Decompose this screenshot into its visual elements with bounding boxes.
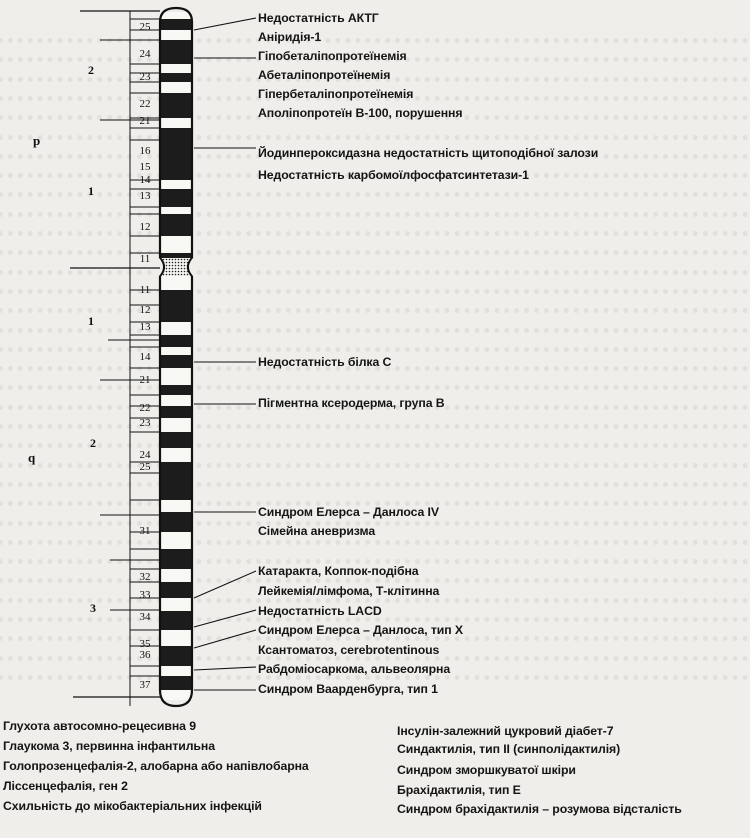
chromosome-band <box>160 512 192 532</box>
chromosome-band <box>160 355 192 368</box>
bottom-right-item: Брахiдактилiя, тип Е <box>397 783 521 797</box>
disease-label: Недостатнiсть LACD <box>258 604 382 618</box>
band-label: 24 <box>139 449 151 461</box>
chromosome-band <box>160 335 192 347</box>
band-label: 24 <box>139 48 151 60</box>
disease-label: Недостатнiсть карбомоїлфосфатсинтетази-1 <box>258 168 529 182</box>
region-label-q2: 2 <box>90 436 96 450</box>
chromosome-band <box>160 611 192 630</box>
chromosome-band <box>160 12 192 19</box>
chromosome-band <box>160 180 192 189</box>
band-label: 25 <box>139 461 151 473</box>
disease-label: Катаракта, Коппок-подiбна <box>258 564 419 578</box>
chromosome-band <box>160 418 192 432</box>
disease-label: Рабдомiосаркома, альвеолярна <box>258 662 451 676</box>
connector-line <box>194 610 256 627</box>
disease-label: Лейкемiя/лiмфома, Т-клiтинна <box>258 584 440 598</box>
band-label: 15 <box>139 161 151 173</box>
region-label-p2: 2 <box>88 63 94 77</box>
band-label: 31 <box>139 525 151 537</box>
chromosome-band <box>160 276 192 290</box>
arm-label-p: p <box>33 133 41 148</box>
disease-label: Недостатнiсть бiлка С <box>258 355 392 369</box>
chromosome-band <box>160 532 192 549</box>
band-label: 25 <box>139 21 151 33</box>
band-label: 12 <box>139 221 151 233</box>
band-label: 11 <box>139 253 151 265</box>
band-label: 23 <box>139 71 151 83</box>
chromosome-band <box>160 128 192 140</box>
band-label: 22 <box>139 98 151 110</box>
band-label: 21 <box>139 115 151 127</box>
band-label: 13 <box>139 321 151 333</box>
chromosome-band <box>160 118 192 128</box>
disease-label: Синдром Ваарденбурга, тип 1 <box>258 682 438 696</box>
chromosome-band <box>160 305 192 322</box>
disease-label: Гiпербеталiпопротеїнемiя <box>258 87 414 101</box>
band-label: 21 <box>139 374 151 386</box>
chromosome-band <box>160 598 192 611</box>
chromosome-band <box>160 347 192 355</box>
chromosome-band <box>160 73 192 82</box>
band-label: 37 <box>139 679 151 691</box>
band-label: 35 <box>139 638 151 650</box>
chromosome-band <box>160 646 192 666</box>
region-label-q1: 1 <box>88 314 94 328</box>
band-label: 11 <box>139 284 151 296</box>
chromosome-band <box>160 368 192 385</box>
band-label: 16 <box>139 145 151 157</box>
chromosome-band <box>160 207 192 214</box>
chromosome-band <box>160 82 192 93</box>
chromosome-band <box>160 582 192 598</box>
connector-line <box>194 667 256 670</box>
chromosome-band <box>160 569 192 582</box>
disease-label: Недостатність АКТГ <box>258 11 379 25</box>
chromosome-band <box>160 448 192 462</box>
bottom-left-item: Глухота автосомно-рецесивна 9 <box>3 719 196 733</box>
band-label: 36 <box>139 649 151 661</box>
band-label: 34 <box>139 611 151 623</box>
chromosome-band <box>160 30 192 40</box>
chromosome-band <box>160 236 192 253</box>
chromosome-band <box>160 19 192 30</box>
chromosome-band <box>160 64 192 73</box>
disease-label: Гiпобеталiпопротеїнемiя <box>258 49 407 63</box>
disease-label: Ксантоматоз, cerebrotentinous <box>258 643 440 657</box>
chromosome-band <box>160 473 192 500</box>
chromosome-band <box>160 290 192 305</box>
bottom-left-item: Схильнiсть до мiкобактерiальних iнфекцiй <box>3 799 262 813</box>
band-label: 14 <box>139 351 151 363</box>
bottom-right-item: Синдром зморшкуватої шкiри <box>397 763 576 777</box>
bottom-left-item: Лiссенцефалiя, ген 2 <box>3 779 128 793</box>
chromosome-band <box>160 322 192 335</box>
connector-line <box>194 18 256 30</box>
disease-label: Абеталiпопротеїнемiя <box>258 68 391 82</box>
disease-label: Пiгментна ксеродерма, група В <box>258 396 445 410</box>
chromosome-band <box>160 462 192 473</box>
arm-label-q: q <box>28 450 36 465</box>
chromosome-band <box>160 406 192 418</box>
band-label: 14 <box>139 174 151 186</box>
connector-line <box>194 571 256 598</box>
disease-label: Йодинпероксидазна недостатнiсть щитоподiбної залози <box>258 146 599 160</box>
band-label: 13 <box>139 190 151 202</box>
chromosome-band <box>160 140 192 180</box>
chromosome-band <box>160 214 192 236</box>
bottom-right-item: Синдактилiя, тип II (синполiдактилiя) <box>397 742 621 756</box>
chromosome-band <box>160 395 192 406</box>
band-label: 12 <box>139 304 151 316</box>
disease-label: Синдром Елерса – Данлоса, тип Х <box>258 623 463 637</box>
chromosome-band <box>160 690 192 700</box>
chromosome-band <box>160 189 192 207</box>
disease-label: Сiмейна аневризма <box>258 524 376 538</box>
band-label: 33 <box>139 589 151 601</box>
disease-label: Анiридiя-1 <box>258 30 322 44</box>
chromosome-band <box>160 630 192 646</box>
disease-label: Синдром Елерса – Данлоса IV <box>258 505 439 519</box>
disease-label: Аполiпопротеїн В-100, порушення <box>258 106 463 120</box>
chromosome-band <box>160 93 192 118</box>
band-label: 22 <box>139 402 151 414</box>
chromosome-band <box>160 549 192 569</box>
band-label: 32 <box>139 571 151 583</box>
chromosome-band <box>160 500 192 512</box>
region-label-p1: 1 <box>88 184 94 198</box>
chromosome-band <box>160 666 192 676</box>
chromosome-band <box>160 40 192 64</box>
chromosome-band <box>160 385 192 395</box>
connector-line <box>194 630 256 648</box>
chromosome-band <box>160 432 192 448</box>
bottom-right-item: Синдром брахiдактилiя – розумова вiдсталiсть <box>397 802 682 816</box>
bottom-right-item: Iнсулiн-залежний цукровий дiабет-7 <box>397 724 614 738</box>
chromosome-band <box>160 676 192 690</box>
band-label: 23 <box>139 417 151 429</box>
region-label-q3: 3 <box>90 601 96 615</box>
bottom-left-item: Голопрозенцефалiя-2, алобарна або напiвлобарна <box>3 759 309 773</box>
bottom-left-item: Глаукома 3, первинна iнфантильна <box>3 739 215 753</box>
